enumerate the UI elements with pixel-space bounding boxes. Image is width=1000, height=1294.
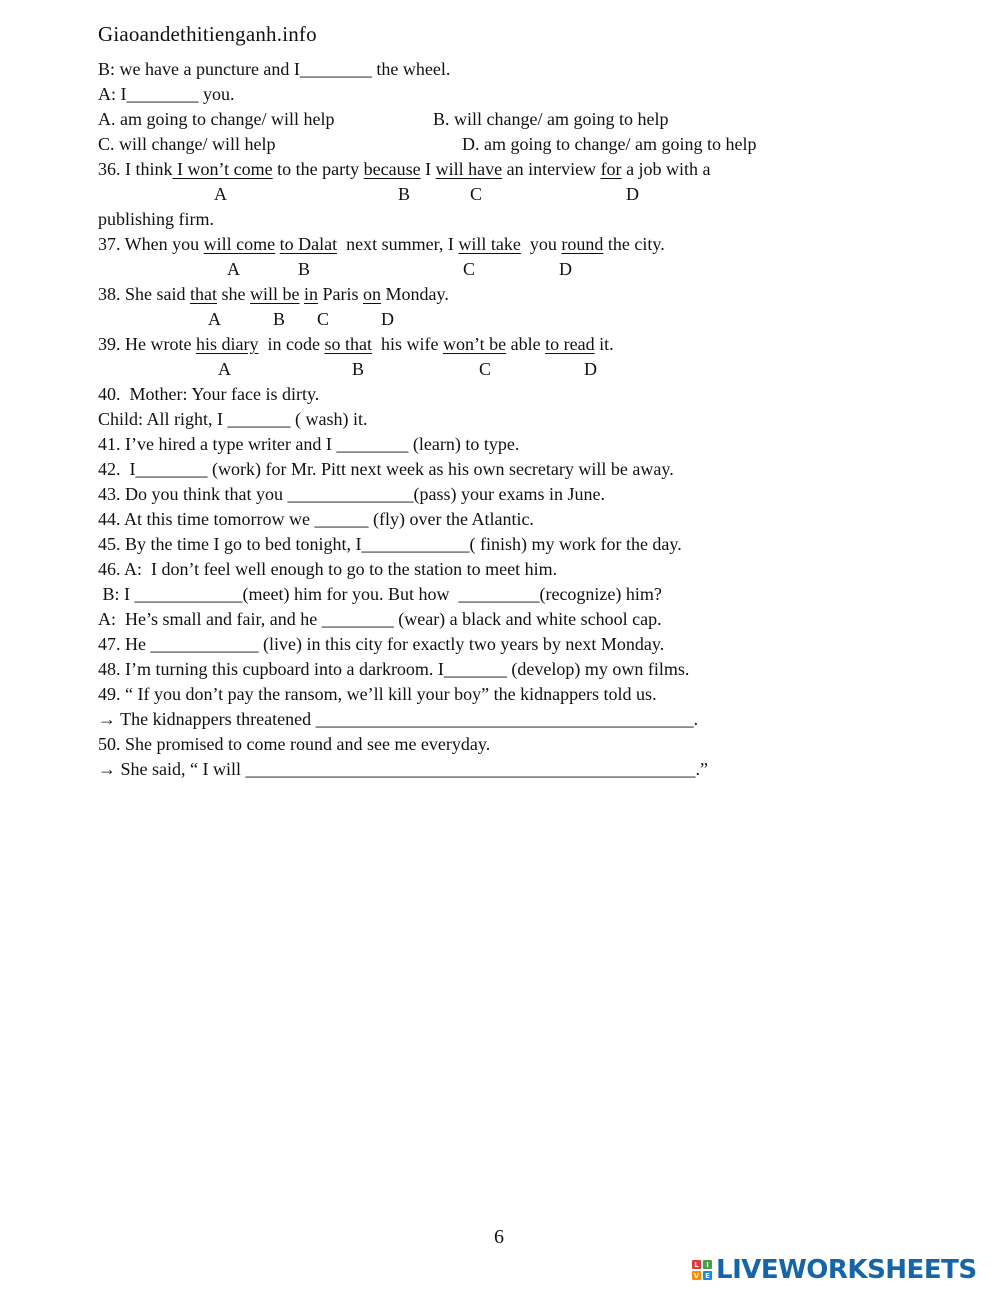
q38-part-b: will be: [250, 284, 300, 304]
question-36: 36. I think I won’t come to the party because I will have an interview for a job with a: [98, 159, 711, 179]
question-49-answer: → The kidnappers threatened __________________________________________.: [98, 709, 699, 729]
option-c: C. will change/ will help: [98, 134, 276, 154]
q37-part-a: will come: [203, 234, 276, 254]
question-45: 45. By the time I go to bed tonight, I____________( finish) my work for the day.: [98, 534, 682, 554]
question-50-answer: → She said, “ I will __________________________________________________.”: [98, 759, 708, 779]
line-a-you: A: I________ you.: [98, 84, 235, 104]
q39-part-b: so that: [324, 334, 372, 354]
q39-part-a: his diary: [195, 334, 259, 354]
q37-part-d: round: [561, 234, 604, 254]
question-49: 49. “ If you don’t pay the ransom, we’ll kill your boy” the kidnappers told us.: [98, 684, 657, 704]
question-38: 38. She said that she will be in Paris on Monday.: [98, 284, 449, 304]
option-a: A. am going to change/ will help: [98, 109, 335, 129]
question-50: 50. She promised to come round and see me everyday.: [98, 734, 491, 754]
question-37: 37. When you will come to Dalat next summer, I will take you round the city.: [98, 234, 665, 254]
question-46-b: B: I ____________(meet) him for you. But how _________(recognize) him?: [98, 584, 662, 604]
question-43: 43. Do you think that you ______________(pass) your exams in June.: [98, 484, 605, 504]
q39-part-d: to read: [545, 334, 595, 354]
q37-letters: A B C D: [227, 259, 572, 279]
question-40-child: Child: All right, I _______ ( wash) it.: [98, 409, 368, 429]
liveworksheets-logo[interactable]: [692, 1254, 977, 1286]
q38-part-d: on: [363, 284, 382, 304]
question-46-c: A: He’s small and fair, and he ________ (wear) a black and white school cap.: [98, 609, 662, 629]
q37-part-b: to Dalat: [279, 234, 338, 254]
q38-part-a: that: [190, 284, 217, 304]
q36-part-b: because: [363, 159, 421, 179]
q37-part-c: will take: [458, 234, 521, 254]
option-d: D. am going to change/ am going to help: [462, 134, 757, 154]
q36-part-d: for: [600, 159, 622, 179]
question-47: 47. He ____________ (live) in this city for exactly two years by next Monday.: [98, 634, 665, 654]
q36-part-c: will have: [435, 159, 503, 179]
q39-part-c: won’t be: [442, 334, 507, 354]
logo-text: LIVEWORKSHEETS: [716, 1255, 977, 1285]
page-number: 6: [494, 1226, 504, 1248]
q39-letters: A B C D: [218, 359, 597, 379]
question-44: 44. At this time tomorrow we ______ (fly) over the Atlantic.: [98, 509, 534, 529]
question-41: 41. I’ve hired a type writer and I ________ (learn) to type.: [98, 434, 520, 454]
question-48: 48. I’m turning this cupboard into a darkroom. I_______ (develop) my own films.: [98, 659, 690, 679]
q38-part-c: in: [304, 284, 319, 304]
question-39: 39. He wrote his diary in code so that his wife won’t be able to read it.: [98, 334, 614, 354]
question-42: 42. I________ (work) for Mr. Pitt next week as his own secretary will be away.: [98, 459, 674, 479]
question-40-mother: 40. Mother: Your face is dirty.: [98, 384, 320, 404]
question-46-a: 46. A: I don’t feel well enough to go to the station to meet him.: [98, 559, 558, 579]
q38-letters: A B C D: [208, 309, 394, 329]
line-b-puncture: B: we have a puncture and I________ the wheel.: [98, 59, 451, 79]
q36-part-a: I won’t come: [172, 159, 273, 179]
option-b: B. will change/ am going to help: [433, 109, 669, 129]
q36-letters: A B C D: [214, 184, 639, 204]
q36-continuation: publishing firm.: [98, 209, 214, 229]
site-header: Giaoandethitienganh.info: [98, 22, 317, 46]
logo-mark-icon: L I V E: [692, 1260, 712, 1280]
